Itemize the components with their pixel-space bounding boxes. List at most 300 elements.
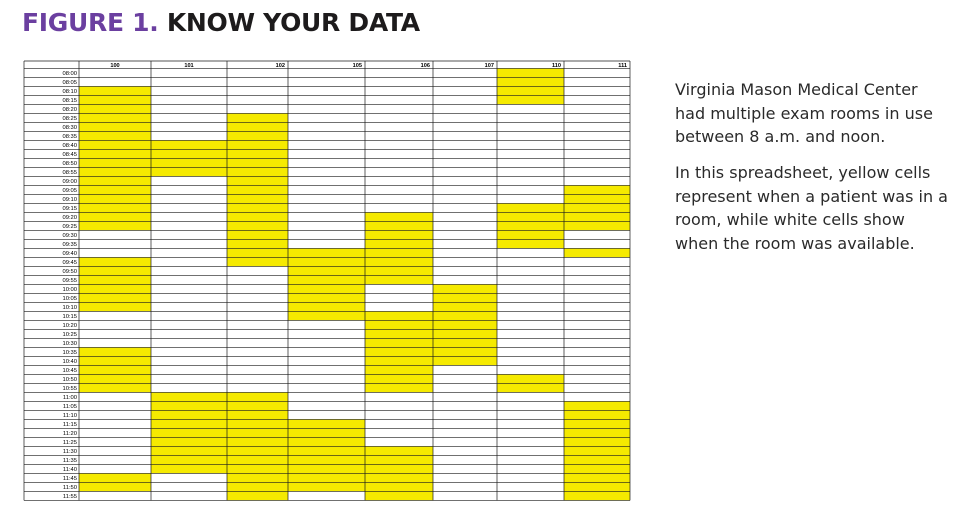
cell-occupied — [79, 293, 151, 302]
cell-available — [151, 122, 227, 131]
cell-available — [497, 185, 564, 194]
cell-available — [497, 284, 564, 293]
cell-available — [497, 194, 564, 203]
cell-occupied — [227, 158, 288, 167]
cell-occupied — [497, 239, 564, 248]
cell-available — [288, 131, 365, 140]
cell-available — [151, 68, 227, 77]
cell-occupied — [227, 122, 288, 131]
cell-available — [288, 356, 365, 365]
cell-occupied — [227, 428, 288, 437]
cell-available — [564, 311, 630, 320]
cell-occupied — [497, 230, 564, 239]
cell-occupied — [227, 176, 288, 185]
cell-available — [288, 491, 365, 500]
cell-available — [365, 104, 433, 113]
row-label: 09:20 — [62, 215, 77, 222]
cell-occupied — [365, 311, 433, 320]
cell-available — [79, 401, 151, 410]
cell-available — [365, 77, 433, 86]
cell-occupied — [365, 347, 433, 356]
row-label: 09:30 — [62, 233, 77, 240]
cell-available — [288, 113, 365, 122]
row-label: 11:25 — [62, 440, 77, 447]
cell-available — [497, 167, 564, 176]
cell-occupied — [151, 401, 227, 410]
row-label: 09:25 — [62, 224, 77, 231]
cell-occupied — [564, 473, 630, 482]
cell-available — [433, 176, 497, 185]
cell-occupied — [564, 428, 630, 437]
cell-occupied — [79, 275, 151, 284]
cell-available — [227, 356, 288, 365]
cell-occupied — [564, 464, 630, 473]
cell-available — [497, 482, 564, 491]
cell-occupied — [564, 410, 630, 419]
cell-available — [288, 86, 365, 95]
cell-occupied — [433, 356, 497, 365]
cell-occupied — [365, 275, 433, 284]
row-label: 09:00 — [62, 179, 77, 186]
cell-available — [365, 194, 433, 203]
cell-occupied — [79, 347, 151, 356]
cell-available — [227, 77, 288, 86]
cell-available — [564, 158, 630, 167]
cell-available — [288, 140, 365, 149]
cell-occupied — [227, 239, 288, 248]
cell-available — [151, 230, 227, 239]
cell-occupied — [564, 212, 630, 221]
cell-occupied — [79, 86, 151, 95]
cell-available — [433, 257, 497, 266]
cell-occupied — [564, 194, 630, 203]
cell-available — [288, 203, 365, 212]
cell-occupied — [151, 149, 227, 158]
cell-available — [497, 149, 564, 158]
cell-occupied — [564, 248, 630, 257]
cell-occupied — [564, 437, 630, 446]
cell-occupied — [288, 473, 365, 482]
cell-occupied — [227, 248, 288, 257]
cell-available — [497, 257, 564, 266]
cell-available — [497, 437, 564, 446]
cell-occupied — [564, 482, 630, 491]
cell-available — [365, 428, 433, 437]
cell-available — [288, 167, 365, 176]
cell-available — [365, 86, 433, 95]
cell-available — [564, 284, 630, 293]
cell-available — [497, 140, 564, 149]
cell-available — [227, 275, 288, 284]
row-label: 11:30 — [62, 449, 77, 456]
cell-available — [497, 104, 564, 113]
cell-available — [564, 140, 630, 149]
cell-available — [227, 365, 288, 374]
cell-available — [433, 410, 497, 419]
cell-available — [79, 230, 151, 239]
column-header: 100 — [110, 63, 120, 70]
cell-available — [433, 365, 497, 374]
cell-occupied — [79, 302, 151, 311]
cell-available — [564, 293, 630, 302]
cell-available — [288, 338, 365, 347]
cell-available — [365, 302, 433, 311]
cell-occupied — [365, 320, 433, 329]
cell-available — [79, 410, 151, 419]
cell-occupied — [79, 212, 151, 221]
cell-occupied — [79, 176, 151, 185]
cell-available — [433, 428, 497, 437]
row-label: 09:05 — [62, 188, 77, 195]
cell-occupied — [564, 491, 630, 500]
cell-available — [151, 248, 227, 257]
cell-occupied — [365, 473, 433, 482]
row-label: 11:35 — [62, 458, 77, 465]
cell-occupied — [365, 212, 433, 221]
cell-available — [433, 455, 497, 464]
cell-available — [433, 221, 497, 230]
cell-occupied — [564, 185, 630, 194]
cell-occupied — [497, 68, 564, 77]
column-header: 110 — [551, 63, 561, 70]
cell-occupied — [227, 149, 288, 158]
cell-occupied — [497, 95, 564, 104]
column-header: 106 — [420, 63, 430, 70]
cell-occupied — [227, 131, 288, 140]
cell-occupied — [79, 221, 151, 230]
cell-available — [288, 239, 365, 248]
cell-occupied — [79, 257, 151, 266]
cell-available — [497, 248, 564, 257]
cell-available — [79, 428, 151, 437]
cell-occupied — [365, 464, 433, 473]
cell-available — [564, 383, 630, 392]
cell-available — [497, 464, 564, 473]
cell-occupied — [365, 374, 433, 383]
cell-occupied — [227, 203, 288, 212]
cell-available — [79, 311, 151, 320]
cell-available — [564, 356, 630, 365]
cell-available — [365, 419, 433, 428]
cell-occupied — [497, 86, 564, 95]
cell-available — [227, 329, 288, 338]
cell-available — [564, 230, 630, 239]
cell-available — [564, 176, 630, 185]
row-label: 09:40 — [62, 251, 77, 258]
cell-available — [433, 401, 497, 410]
cell-available — [564, 338, 630, 347]
cell-available — [288, 176, 365, 185]
cell-available — [564, 68, 630, 77]
cell-available — [433, 464, 497, 473]
cell-available — [433, 230, 497, 239]
cell-available — [151, 491, 227, 500]
cell-available — [497, 392, 564, 401]
cell-available — [151, 374, 227, 383]
cell-occupied — [288, 284, 365, 293]
cell-available — [497, 338, 564, 347]
cell-available — [497, 113, 564, 122]
cell-available — [564, 113, 630, 122]
cell-available — [433, 266, 497, 275]
cell-occupied — [564, 419, 630, 428]
cell-available — [151, 257, 227, 266]
cell-available — [151, 482, 227, 491]
cell-available — [288, 410, 365, 419]
cell-occupied — [227, 455, 288, 464]
cell-available — [564, 95, 630, 104]
cell-available — [365, 203, 433, 212]
cell-available — [365, 410, 433, 419]
row-label: 11:50 — [62, 485, 77, 492]
cell-occupied — [151, 446, 227, 455]
cell-available — [288, 401, 365, 410]
row-label: 11:15 — [62, 422, 77, 429]
cell-available — [151, 275, 227, 284]
cell-available — [564, 257, 630, 266]
cell-available — [79, 464, 151, 473]
cell-occupied — [79, 122, 151, 131]
cell-occupied — [288, 464, 365, 473]
row-label: 08:40 — [62, 143, 77, 150]
cell-available — [151, 86, 227, 95]
cell-available — [151, 365, 227, 374]
cell-occupied — [497, 77, 564, 86]
row-label: 08:10 — [62, 89, 77, 96]
cell-occupied — [227, 491, 288, 500]
cell-available — [151, 266, 227, 275]
cell-available — [151, 311, 227, 320]
row-label: 11:20 — [62, 431, 77, 438]
cell-occupied — [151, 392, 227, 401]
cell-available — [79, 437, 151, 446]
cell-available — [365, 68, 433, 77]
cell-available — [564, 347, 630, 356]
cell-available — [227, 302, 288, 311]
cell-occupied — [365, 221, 433, 230]
cell-occupied — [79, 131, 151, 140]
cell-available — [288, 383, 365, 392]
cell-available — [497, 302, 564, 311]
cell-available — [227, 95, 288, 104]
cell-available — [365, 401, 433, 410]
row-label: 09:15 — [62, 206, 77, 213]
cell-occupied — [227, 401, 288, 410]
cell-available — [288, 230, 365, 239]
cell-occupied — [79, 284, 151, 293]
cell-available — [79, 239, 151, 248]
row-label: 09:35 — [62, 242, 77, 249]
cell-available — [288, 194, 365, 203]
column-header: 107 — [484, 63, 494, 70]
cell-occupied — [497, 221, 564, 230]
cell-occupied — [564, 401, 630, 410]
cell-occupied — [151, 437, 227, 446]
cell-available — [79, 320, 151, 329]
cell-occupied — [79, 104, 151, 113]
cell-available — [151, 221, 227, 230]
row-label: 11:05 — [62, 404, 77, 411]
cell-occupied — [79, 194, 151, 203]
cell-occupied — [497, 203, 564, 212]
cell-available — [79, 338, 151, 347]
cell-occupied — [151, 158, 227, 167]
cell-available — [497, 365, 564, 374]
cell-available — [497, 428, 564, 437]
cell-available — [497, 491, 564, 500]
cell-available — [433, 374, 497, 383]
cell-available — [564, 239, 630, 248]
cell-available — [564, 374, 630, 383]
row-label: 10:10 — [62, 305, 77, 312]
cell-available — [433, 194, 497, 203]
cell-available — [497, 176, 564, 185]
row-label: 09:50 — [62, 269, 77, 276]
cell-available — [227, 68, 288, 77]
cell-available — [564, 275, 630, 284]
cell-occupied — [227, 140, 288, 149]
column-header: 101 — [184, 63, 194, 70]
cell-available — [433, 149, 497, 158]
cell-available — [564, 149, 630, 158]
row-label: 09:10 — [62, 197, 77, 204]
cell-occupied — [227, 410, 288, 419]
cell-available — [227, 374, 288, 383]
cell-available — [365, 140, 433, 149]
cell-available — [433, 473, 497, 482]
row-label: 08:20 — [62, 107, 77, 114]
cell-available — [151, 383, 227, 392]
row-label: 11:00 — [62, 395, 77, 402]
cell-available — [433, 86, 497, 95]
cell-available — [151, 320, 227, 329]
cell-available — [288, 149, 365, 158]
cell-available — [79, 77, 151, 86]
cell-occupied — [79, 482, 151, 491]
row-label: 10:55 — [62, 386, 77, 393]
cell-occupied — [79, 167, 151, 176]
cell-occupied — [79, 158, 151, 167]
cell-available — [497, 356, 564, 365]
cell-occupied — [227, 473, 288, 482]
cell-available — [227, 293, 288, 302]
cell-available — [288, 158, 365, 167]
cell-available — [151, 113, 227, 122]
cell-occupied — [151, 428, 227, 437]
cell-available — [497, 293, 564, 302]
cell-available — [365, 122, 433, 131]
cell-occupied — [288, 266, 365, 275]
cell-available — [497, 455, 564, 464]
cell-available — [497, 131, 564, 140]
cell-occupied — [79, 356, 151, 365]
row-label: 10:45 — [62, 368, 77, 375]
cell-occupied — [288, 419, 365, 428]
cell-available — [227, 320, 288, 329]
cell-available — [564, 77, 630, 86]
cell-occupied — [227, 212, 288, 221]
cell-available — [433, 239, 497, 248]
cell-occupied — [365, 383, 433, 392]
cell-available — [564, 122, 630, 131]
cell-occupied — [79, 185, 151, 194]
cell-available — [497, 275, 564, 284]
row-label: 08:35 — [62, 134, 77, 141]
cell-available — [433, 482, 497, 491]
row-label: 08:05 — [62, 80, 77, 87]
cell-available — [365, 167, 433, 176]
cell-occupied — [288, 437, 365, 446]
cell-available — [433, 248, 497, 257]
cell-available — [497, 410, 564, 419]
cell-occupied — [365, 257, 433, 266]
cell-available — [151, 356, 227, 365]
cell-occupied — [79, 365, 151, 374]
cell-available — [151, 338, 227, 347]
cell-occupied — [288, 482, 365, 491]
cell-available — [497, 158, 564, 167]
cell-occupied — [288, 311, 365, 320]
cell-occupied — [564, 455, 630, 464]
cell-available — [227, 311, 288, 320]
cell-occupied — [433, 284, 497, 293]
cell-available — [433, 158, 497, 167]
cell-occupied — [365, 230, 433, 239]
row-label: 08:45 — [62, 152, 77, 159]
cell-occupied — [497, 374, 564, 383]
cell-occupied — [564, 203, 630, 212]
cell-available — [288, 365, 365, 374]
row-label: 09:55 — [62, 278, 77, 285]
column-header: 105 — [352, 63, 362, 70]
cell-available — [79, 419, 151, 428]
cell-available — [151, 212, 227, 221]
cell-occupied — [497, 383, 564, 392]
cell-occupied — [227, 437, 288, 446]
cell-occupied — [288, 455, 365, 464]
row-label: 10:00 — [62, 287, 77, 294]
cell-occupied — [433, 320, 497, 329]
cell-available — [433, 113, 497, 122]
cell-available — [288, 68, 365, 77]
cell-available — [433, 392, 497, 401]
cell-occupied — [288, 248, 365, 257]
cell-occupied — [79, 113, 151, 122]
cell-available — [365, 113, 433, 122]
row-label: 10:20 — [62, 323, 77, 330]
cell-available — [288, 122, 365, 131]
row-label: 11:40 — [62, 467, 77, 474]
cell-occupied — [79, 473, 151, 482]
cell-occupied — [151, 419, 227, 428]
cell-occupied — [288, 257, 365, 266]
cell-occupied — [365, 446, 433, 455]
row-label: 10:05 — [62, 296, 77, 303]
cell-occupied — [365, 338, 433, 347]
cell-occupied — [79, 374, 151, 383]
cell-available — [227, 383, 288, 392]
cell-available — [365, 158, 433, 167]
cell-available — [227, 284, 288, 293]
cell-available — [151, 95, 227, 104]
cell-available — [497, 347, 564, 356]
cell-occupied — [227, 482, 288, 491]
cell-available — [227, 104, 288, 113]
cell-occupied — [365, 266, 433, 275]
cell-available — [288, 320, 365, 329]
cell-available — [433, 446, 497, 455]
cell-occupied — [151, 410, 227, 419]
